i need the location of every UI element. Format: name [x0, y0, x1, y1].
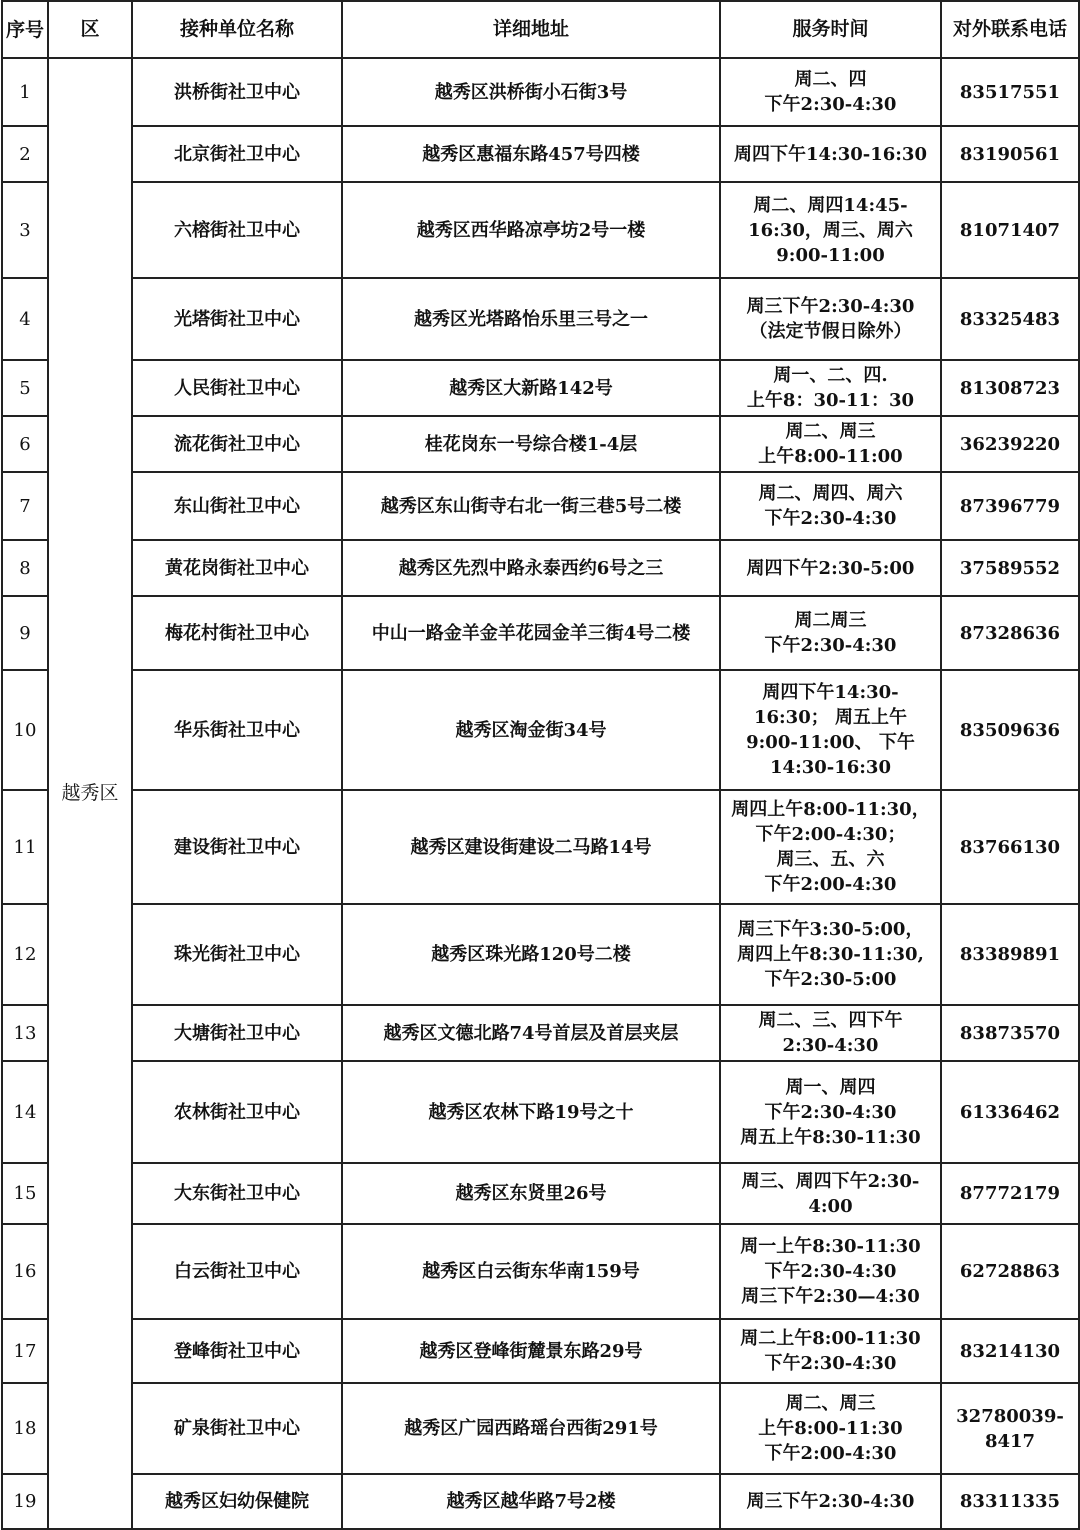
- row-number: 17: [2, 1319, 48, 1383]
- row-number: 10: [2, 670, 48, 790]
- row-number: 18: [2, 1383, 48, 1474]
- clinic-address: 越秀区广园西路瑶台西街291号: [342, 1383, 720, 1474]
- contact-phone: 36239220: [941, 416, 1079, 472]
- clinic-name: 大东街社卫中心: [132, 1163, 342, 1224]
- row-number: 6: [2, 416, 48, 472]
- service-hours: 周二、周三 上午8:00-11:30 下午2:00-4:30: [720, 1383, 941, 1474]
- clinic-address: 越秀区光塔路怡乐里三号之一: [342, 278, 720, 360]
- clinic-name: 农林街社卫中心: [132, 1061, 342, 1163]
- table-row: [2, 416, 1079, 472]
- service-hours: 周二、周三 上午8:00-11:00: [720, 416, 941, 472]
- table-row: [2, 1474, 1079, 1529]
- row-number: 8: [2, 540, 48, 596]
- table-row: [2, 360, 1079, 416]
- clinic-name: 洪桥街社卫中心: [132, 58, 342, 126]
- clinic-address: 越秀区先烈中路永泰西约6号之三: [342, 540, 720, 596]
- row-number: 4: [2, 278, 48, 360]
- clinic-address: 越秀区文德北路74号首层及首层夹层: [342, 1005, 720, 1061]
- service-hours: 周二、周四、周六 下午2:30-4:30: [720, 472, 941, 540]
- contact-phone: 83311335: [941, 1474, 1079, 1529]
- table-row: [2, 1319, 1079, 1383]
- contact-phone: 87396779: [941, 472, 1079, 540]
- contact-phone: 83325483: [941, 278, 1079, 360]
- table-row: [2, 472, 1079, 540]
- service-hours: 周三下午2:30-4:30 （法定节假日除外）: [720, 278, 941, 360]
- clinic-address: 越秀区洪桥街小石街3号: [342, 58, 720, 126]
- contact-phone: 83509636: [941, 670, 1079, 790]
- header-district: 区: [48, 1, 132, 58]
- clinic-address: 越秀区农林下路19号之十: [342, 1061, 720, 1163]
- clinic-name: 越秀区妇幼保健院: [132, 1474, 342, 1529]
- clinic-name: 北京街社卫中心: [132, 126, 342, 182]
- clinic-address: 越秀区东山街寺右北一街三巷5号二楼: [342, 472, 720, 540]
- clinic-address: 越秀区建设街建设二马路14号: [342, 790, 720, 904]
- row-number: 1: [2, 58, 48, 126]
- contact-phone: 83214130: [941, 1319, 1079, 1383]
- clinic-name: 黄花岗街社卫中心: [132, 540, 342, 596]
- clinic-address: 越秀区大新路142号: [342, 360, 720, 416]
- service-hours: 周四上午8:00-11:30， 下午2:00-4:30； 周三、五、六 下午2:00-4:30: [720, 790, 941, 904]
- service-hours: 周四下午2:30-5:00: [720, 540, 941, 596]
- row-number: 7: [2, 472, 48, 540]
- table-row: [2, 1061, 1079, 1163]
- header-phone: 对外联系电话: [941, 1, 1079, 58]
- clinic-name: 矿泉街社卫中心: [132, 1383, 342, 1474]
- clinic-name: 珠光街社卫中心: [132, 904, 342, 1005]
- contact-phone: 83766130: [941, 790, 1079, 904]
- clinic-name: 光塔街社卫中心: [132, 278, 342, 360]
- table-row: [2, 904, 1079, 1005]
- clinic-name: 登峰街社卫中心: [132, 1319, 342, 1383]
- clinic-name: 梅花村街社卫中心: [132, 596, 342, 670]
- contact-phone: 87772179: [941, 1163, 1079, 1224]
- clinic-name: 建设街社卫中心: [132, 790, 342, 904]
- service-hours: 周二周三 下午2:30-4:30: [720, 596, 941, 670]
- service-hours: 周二、周四14:45- 16:30，周三、周六 9:00-11:00: [720, 182, 941, 278]
- clinic-address: 越秀区珠光路120号二楼: [342, 904, 720, 1005]
- contact-phone: 32780039- 8417: [941, 1383, 1079, 1474]
- header-name: 接种单位名称: [132, 1, 342, 58]
- clinic-address: 越秀区惠福东路457号四楼: [342, 126, 720, 182]
- table-row: [2, 58, 1079, 126]
- row-number: 2: [2, 126, 48, 182]
- header-address: 详细地址: [342, 1, 720, 58]
- row-number: 9: [2, 596, 48, 670]
- row-number: 5: [2, 360, 48, 416]
- table-row: [2, 670, 1079, 790]
- header-row: [2, 1, 1079, 58]
- service-hours: 周一、二、四. 上午8：30-11：30: [720, 360, 941, 416]
- clinic-address: 越秀区淘金街34号: [342, 670, 720, 790]
- clinic-name: 流花街社卫中心: [132, 416, 342, 472]
- contact-phone: 83190561: [941, 126, 1079, 182]
- table-row: [2, 1163, 1079, 1224]
- clinic-address: 中山一路金羊金羊花园金羊三街4号二楼: [342, 596, 720, 670]
- header-hours: 服务时间: [720, 1, 941, 58]
- row-number: 13: [2, 1005, 48, 1061]
- table-row: [2, 278, 1079, 360]
- contact-phone: 62728863: [941, 1224, 1079, 1319]
- service-hours: 周二上午8:00-11:30 下午2:30-4:30: [720, 1319, 941, 1383]
- service-hours: 周三、周四下午2:30- 4:00: [720, 1163, 941, 1224]
- contact-phone: 61336462: [941, 1061, 1079, 1163]
- clinic-table: [1, 0, 1080, 1530]
- table-row: [2, 540, 1079, 596]
- service-hours: 周二、四 下午2:30-4:30: [720, 58, 941, 126]
- clinic-name: 大塘街社卫中心: [132, 1005, 342, 1061]
- table-row: [2, 126, 1079, 182]
- table-row: [2, 790, 1079, 904]
- contact-phone: 83873570: [941, 1005, 1079, 1061]
- service-hours: 周二、三、四下午 2:30-4:30: [720, 1005, 941, 1061]
- clinic-name: 华乐街社卫中心: [132, 670, 342, 790]
- table-row: [2, 182, 1079, 278]
- contact-phone: 81308723: [941, 360, 1079, 416]
- clinic-address: 越秀区西华路凉亭坊2号一楼: [342, 182, 720, 278]
- service-hours: 周一上午8:30-11:30 下午2:30-4:30 周三下午2:30—4:30: [720, 1224, 941, 1319]
- row-number: 14: [2, 1061, 48, 1163]
- row-number: 19: [2, 1474, 48, 1529]
- service-hours: 周一、周四 下午2:30-4:30 周五上午8:30-11:30: [720, 1061, 941, 1163]
- service-hours: 周四下午14:30- 16:30； 周五上午 9:00-11:00、 下午 14:30-16:30: [720, 670, 941, 790]
- clinic-name: 六榕街社卫中心: [132, 182, 342, 278]
- clinic-address: 越秀区东贤里26号: [342, 1163, 720, 1224]
- header-seq: 序号: [2, 1, 48, 58]
- contact-phone: 83389891: [941, 904, 1079, 1005]
- contact-phone: 81071407: [941, 182, 1079, 278]
- service-hours: 周三下午2:30-4:30: [720, 1474, 941, 1529]
- district-cell: 越秀区: [48, 58, 132, 1529]
- table-row: [2, 596, 1079, 670]
- row-number: 15: [2, 1163, 48, 1224]
- clinic-address: 桂花岗东一号综合楼1-4层: [342, 416, 720, 472]
- contact-phone: 87328636: [941, 596, 1079, 670]
- row-number: 3: [2, 182, 48, 278]
- clinic-address: 越秀区登峰街麓景东路29号: [342, 1319, 720, 1383]
- clinic-address: 越秀区越华路7号2楼: [342, 1474, 720, 1529]
- table-row: [2, 1224, 1079, 1319]
- clinic-address: 越秀区白云街东华南159号: [342, 1224, 720, 1319]
- contact-phone: 37589552: [941, 540, 1079, 596]
- service-hours: 周四下午14:30-16:30: [720, 126, 941, 182]
- row-number: 12: [2, 904, 48, 1005]
- clinic-name: 东山街社卫中心: [132, 472, 342, 540]
- row-number: 11: [2, 790, 48, 904]
- contact-phone: 83517551: [941, 58, 1079, 126]
- clinic-name: 白云街社卫中心: [132, 1224, 342, 1319]
- service-hours: 周三下午3:30-5:00， 周四上午8:30-11:30, 下午2:30-5:00: [720, 904, 941, 1005]
- table-row: [2, 1383, 1079, 1474]
- table-row: [2, 1005, 1079, 1061]
- clinic-name: 人民街社卫中心: [132, 360, 342, 416]
- row-number: 16: [2, 1224, 48, 1319]
